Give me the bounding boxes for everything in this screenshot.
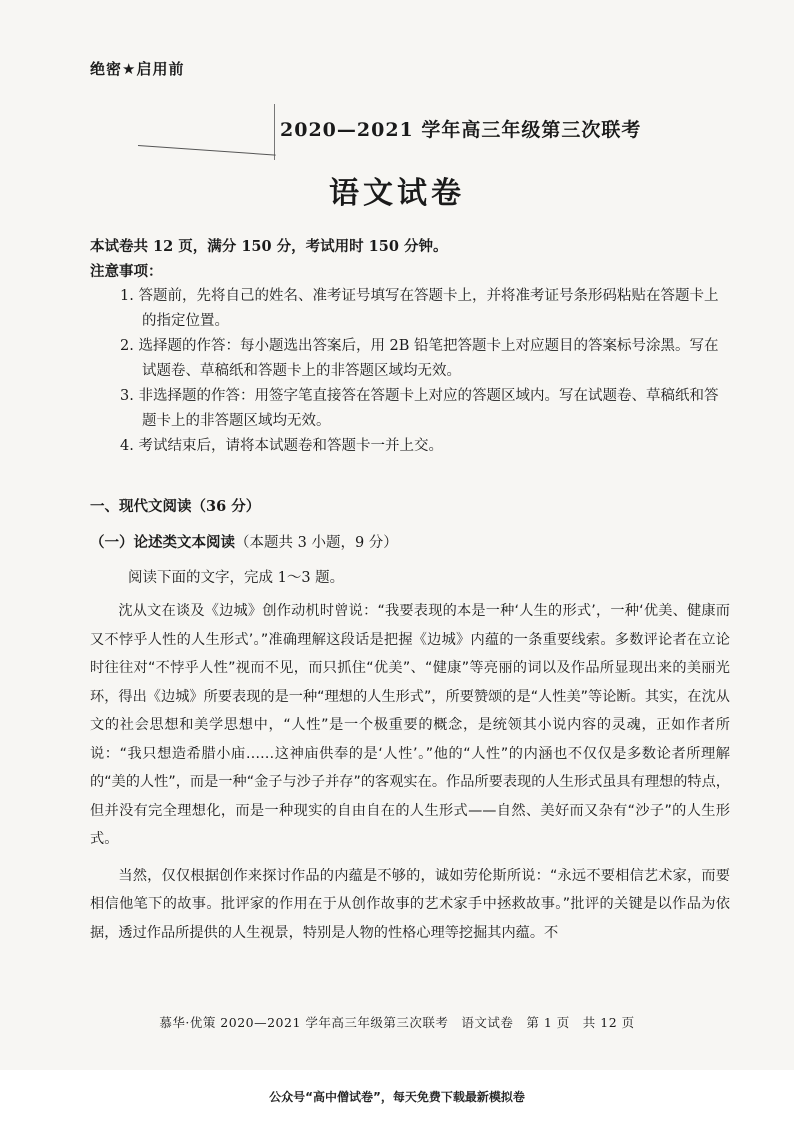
part-title: 一、现代文阅读（36 分）	[90, 498, 261, 515]
notice-list	[90, 284, 730, 459]
watermark-text: 公众号“高中僧试卷”，每天免费下载最新模拟卷	[269, 1090, 525, 1104]
scan-mark	[274, 104, 275, 160]
scan-mark-line	[138, 145, 276, 156]
notice-item: 4. 考试结束后，请将本试题卷和答题卡一并上交。	[120, 438, 443, 454]
sub-section-title	[90, 530, 730, 556]
notice-heading: 注意事项：	[90, 263, 163, 280]
sub-note: （本题共 3 小题，9 分）	[235, 535, 398, 551]
exam-summary: 本试卷共 12 页，满分 150 分，考试用时 150 分钟。	[90, 238, 448, 255]
exam-title: 2020—2021 学年高三年级第三次联考	[280, 119, 642, 141]
paper-title: 语文试卷	[329, 176, 465, 211]
sub-title: （一）论述类文本阅读	[90, 534, 235, 551]
passage-paragraph: 沈从文在谈及《边城》创作动机时曾说：“我要表现的本是一种‘人生的形式’，一种‘优美、健康而又不悖乎人性的人生形式’。”准确理解这段话是把握《边城》内蕴的一条重要线索。多数评论者在立论时往往对“不悖乎人性”视而不见，而只抓住“优美”、“健康”等亮丽的词以及作品所显现出来的美丽光环，得出《边城》所要表现的是一种“理想的人生形式”，所要赞颂的是“人性美”等论断。其实，在沈从文的社会思想和美学思想中，“人性”是一个极重要的概念，是统领其小说内容的灵魂，正如作者所说：“我只想造希腊小庙……这神庙供奉的是‘人性’。”他的“人性”的内涵也不仅仅是多数论者所理解的“美的人性”，而是一种“金子与沙子并存”的客观实在。作品所要表现的人生形式虽具有理想的特点，但并没有完全理想化，而是一种现实的自由自在的人生形式——自然、美好而又杂有“沙子”的人生形式。	[90, 603, 730, 847]
secret-mark: 绝密★启用前	[90, 60, 185, 78]
intro-block	[90, 234, 730, 459]
notice-item: 2. 选择题的作答：每小题选出答案后，用 2B 铅笔把答题卡上对应题目的答案标号涂黑。写在试题卷、草稿纸和答题卡上的非答题区域均无效。	[120, 338, 719, 379]
page-footer: 慕华·优策 2020—2021 学年高三年级第三次联考 语文试卷 第 1 页 共 12 页	[159, 1015, 635, 1030]
passage-paragraph: 当然，仅仅根据创作来探讨作品的内蕴是不够的，诚如劳伦斯所说：“永远不要相信艺术家，而要相信他笔下的故事。批评家的作用在于从创作故事的艺术家手中拯救故事。”批评的关键是以作品为依据，透过作品所提供的人生视景，特别是人物的性格心理等挖掘其内蕴。不	[90, 867, 730, 941]
reading-instruction: 阅读下面的文字，完成 1～3 题。	[128, 570, 345, 586]
notice-item: 3. 非选择题的作答：用签字笔直接答在答题卡上对应的答题区域内。写在试题卷、草稿纸和答题卡上的非答题区域均无效。	[120, 388, 719, 429]
reading-passage	[90, 597, 730, 955]
notice-item: 1. 答题前，先将自己的姓名、准考证号填写在答题卡上，并将准考证号条形码粘贴在答题卡上的指定位置。	[120, 288, 719, 329]
